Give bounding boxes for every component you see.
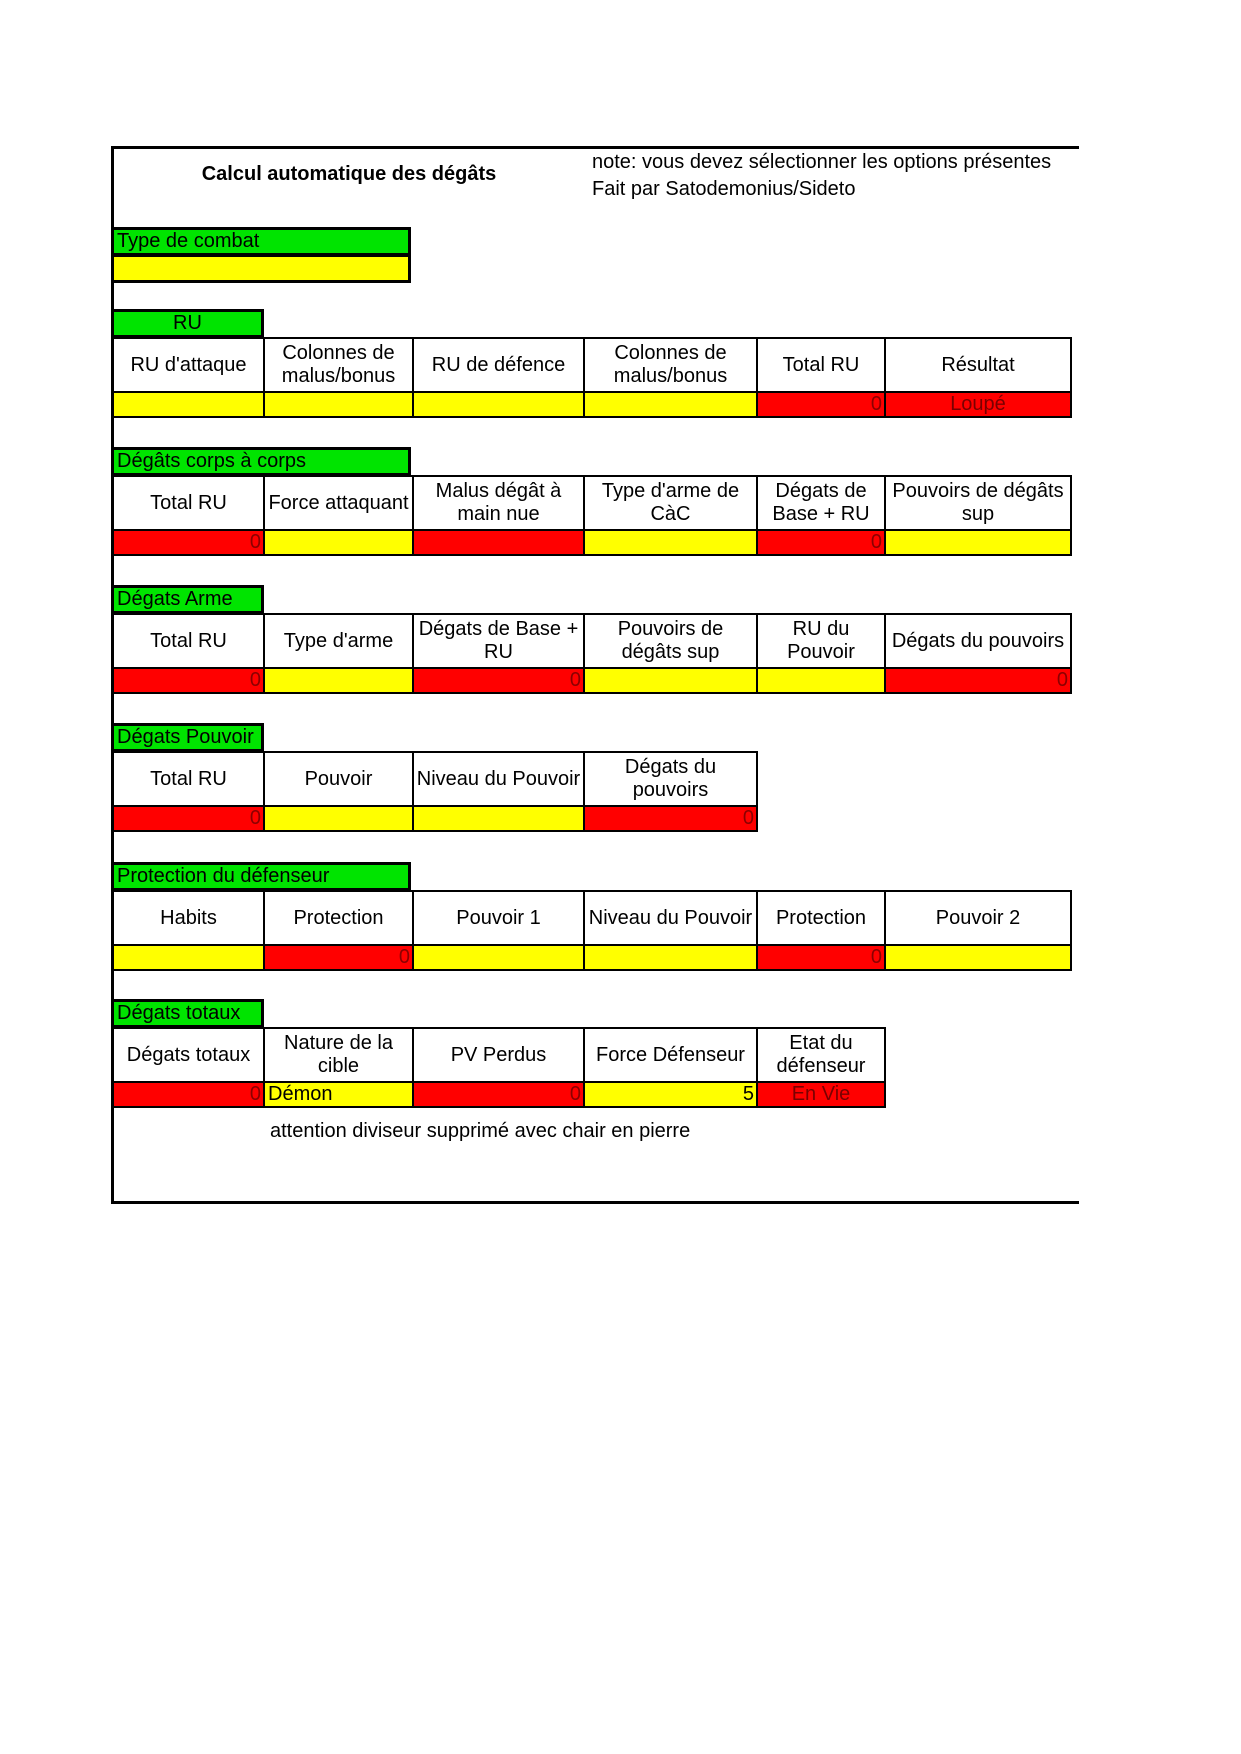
header-pouvoirs-degats-sup: Pouvoirs de dégâts sup — [584, 614, 757, 668]
force-defenseur-input[interactable]: 5 — [584, 1082, 757, 1107]
header-nature-cible: Nature de la cible — [264, 1028, 413, 1082]
header-habits: Habits — [113, 891, 264, 945]
malus-degat-main-nue-value — [413, 530, 584, 555]
total-ru-value: 0 — [113, 806, 264, 831]
header-degats-totaux: Dégats totaux — [113, 1028, 264, 1082]
niveau-pouvoir-input[interactable] — [584, 945, 757, 970]
pouvoir-select[interactable] — [264, 806, 413, 831]
header-niveau-pouvoir: Niveau du Pouvoir — [584, 891, 757, 945]
section-degats-cac: Dégâts corps à corps — [111, 447, 411, 476]
header-degats-pouvoirs: Dégats du pouvoirs — [885, 614, 1071, 668]
etat-defenseur-value: En Vie — [757, 1082, 885, 1107]
ru-attaque-input[interactable] — [113, 392, 264, 417]
header-degats-base-ru: Dégats de Base + RU — [757, 476, 885, 530]
header-protection: Protection — [264, 891, 413, 945]
section-degats-arme: Dégats Arme — [111, 585, 264, 614]
header-degats-pouvoirs: Dégats du pouvoirs — [584, 752, 757, 806]
header-colonnes-malus-bonus: Colonnes de malus/bonus — [584, 338, 757, 392]
pouvoir-2-select[interactable] — [885, 945, 1071, 970]
sheet-border-bottom — [111, 1201, 1079, 1204]
header-pouvoir-1: Pouvoir 1 — [413, 891, 584, 945]
nature-cible-select[interactable]: Démon — [264, 1082, 413, 1107]
total-ru-value: 0 — [113, 668, 264, 693]
protection-value: 0 — [757, 945, 885, 970]
header-type-arme-cac: Type d'arme de CàC — [584, 476, 757, 530]
header-pouvoirs-degats-sup: Pouvoirs de dégâts sup — [885, 476, 1071, 530]
header-degats-base-ru: Dégats de Base + RU — [413, 614, 584, 668]
header-force-attaquant: Force attaquant — [264, 476, 413, 530]
header-ru-attaque: RU d'attaque — [113, 338, 264, 392]
type-combat-select[interactable] — [111, 254, 411, 283]
header-pouvoir-2: Pouvoir 2 — [885, 891, 1071, 945]
header-total-ru: Total RU — [113, 752, 264, 806]
pouvoirs-degats-sup-input[interactable] — [584, 668, 757, 693]
resultat-value: Loupé — [885, 392, 1071, 417]
totaux-table — [112, 1027, 886, 1108]
header-total-ru: Total RU — [757, 338, 885, 392]
pv-perdus-value: 0 — [413, 1082, 584, 1107]
section-protection-defenseur: Protection du défenseur — [111, 862, 411, 891]
type-arme-cac-select[interactable] — [584, 530, 757, 555]
page-title: Calcul automatique des dégâts — [201, 163, 497, 185]
protection-value: 0 — [264, 945, 413, 970]
cac-table — [112, 475, 1072, 556]
protection-table — [112, 890, 1072, 971]
note — [592, 149, 1051, 203]
pouvoir-table — [112, 751, 758, 832]
header-resultat: Résultat — [885, 338, 1071, 392]
force-attaquant-input[interactable] — [264, 530, 413, 555]
header-type-arme: Type d'arme — [264, 614, 413, 668]
degats-pouvoirs-value: 0 — [584, 806, 757, 831]
section-degats-pouvoir: Dégats Pouvoir — [111, 723, 264, 752]
header-total-ru: Total RU — [113, 614, 264, 668]
colonnes-malus-bonus-input[interactable] — [264, 392, 413, 417]
header-force-defenseur: Force Défenseur — [584, 1028, 757, 1082]
section-ru: RU — [111, 309, 264, 338]
degats-pouvoirs-value: 0 — [885, 668, 1071, 693]
header-colonnes-malus-bonus: Colonnes de malus/bonus — [264, 338, 413, 392]
total-ru-value: 0 — [113, 530, 264, 555]
pouvoirs-degats-sup-input[interactable] — [885, 530, 1071, 555]
total-ru-value: 0 — [757, 392, 885, 417]
ru-pouvoir-input[interactable] — [757, 668, 885, 693]
section-type-combat: Type de combat — [111, 227, 411, 256]
type-arme-select[interactable] — [264, 668, 413, 693]
footnote: attention diviseur supprimé avec chair en pierre — [270, 1120, 691, 1142]
note-line-1: note: vous devez sélectionner les options présentes — [592, 151, 1052, 173]
header-total-ru: Total RU — [113, 476, 264, 530]
degats-totaux-value: 0 — [113, 1082, 264, 1107]
header-protection: Protection — [757, 891, 885, 945]
section-degats-totaux: Dégats totaux — [111, 999, 264, 1028]
pouvoir-1-select[interactable] — [413, 945, 584, 970]
colonnes-malus-bonus-input[interactable] — [584, 392, 757, 417]
header-malus-degat-main-nue: Malus dégât à main nue — [413, 476, 584, 530]
header-etat-defenseur: Etat du défenseur — [757, 1028, 885, 1082]
ru-defence-input[interactable] — [413, 392, 584, 417]
ru-table — [112, 337, 1072, 418]
degats-base-ru-value: 0 — [413, 668, 584, 693]
niveau-pouvoir-input[interactable] — [413, 806, 584, 831]
header-ru-defence: RU de défence — [413, 338, 584, 392]
habits-select[interactable] — [113, 945, 264, 970]
note-line-2: Fait par Satodemonius/Sideto — [592, 178, 856, 200]
arme-table — [112, 613, 1072, 694]
header-pouvoir: Pouvoir — [264, 752, 413, 806]
header-niveau-pouvoir: Niveau du Pouvoir — [413, 752, 584, 806]
header-pv-perdus: PV Perdus — [413, 1028, 584, 1082]
header-ru-pouvoir: RU du Pouvoir — [757, 614, 885, 668]
degats-base-ru-value: 0 — [757, 530, 885, 555]
